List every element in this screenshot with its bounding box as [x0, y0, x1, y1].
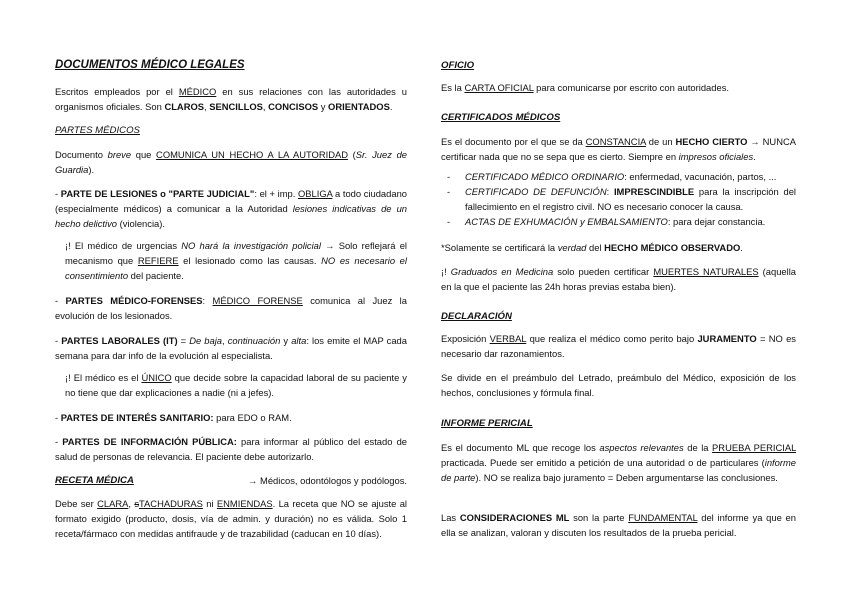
- informe-paragraph-1: Es el documento ML que recoge los aspectos relevantes de la PRUEBA PERICIAL practicada. Puede ser emitido a petición de una autoridad o de particulares (informe de parte). NO se realiza bajo juramento = Deben argumentarse las conclusiones.: [441, 442, 796, 483]
- partes-laborales-item: - PARTES LABORALES (IT) = De baja, continuación y alta: los emite el MAP cada semana para dar info de la evolución al especialista.: [55, 335, 407, 361]
- section-heading-declaracion: DECLARACIÓN: [441, 311, 512, 322]
- informe-paragraph-2: Las CONSIDERACIONES ML son la parte FUNDAMENTAL del informe ya que en ella se analizan, valoran y discuten los resultados de la prueba pericial.: [441, 512, 796, 538]
- declaracion-paragraph-1: Exposición VERBAL que realiza el médico como perito bajo JURAMENTO = NO es necesario dar razonamientos.: [441, 333, 796, 359]
- list-item: - CERTIFICADO MÉDICO ORDINARIO: enfermedad, vacunación, partos, ...: [441, 169, 796, 184]
- certificados-definition: Es el documento por el que se da CONSTANCIA de un HECHO CIERTO → NUNCA certificar nada que no se sepa que es cierto. Siempre en impresos oficiales.: [441, 136, 796, 162]
- partes-definition: Documento breve que COMUNICA UN HECHO A LA AUTORIDAD (Sr. Juez de Guardia).: [55, 149, 407, 175]
- parte-lesiones-item: - PARTE DE LESIONES o "PARTE JUDICIAL": el + imp. OBLIGA a todo ciudadano (especialmente médicos) a comunicar a la Autoridad lesiones indicativas de un hecho delictivo (violencia).: [55, 188, 408, 229]
- lesiones-note: ¡! El médico de urgencias NO hará la investigación policial → Solo reflejará el mecanismo que REFIERE el lesionado como las causas. NO es necesario el consentimiento del paciente.: [65, 240, 407, 281]
- oficio-definition: Es la CARTA OFICIAL para comunicarse por escrito con autoridades.: [441, 82, 729, 93]
- receta-prescribers: → Médicos, odontólogos y podólogos.: [248, 475, 407, 486]
- section-heading-partes: PARTES MÉDICOS: [55, 125, 140, 136]
- section-heading-oficio: OFICIO: [441, 60, 475, 71]
- section-heading-informe: INFORME PERICIAL: [441, 418, 533, 429]
- certificados-graduados-note: ¡! Graduados en Medicina solo pueden certificar MUERTES NATURALES (aquella en la que el paciente las 24h horas previas estaba bien).: [441, 266, 796, 292]
- section-heading-certificados: CERTIFICADOS MÉDICOS: [441, 112, 561, 123]
- section-heading-receta: RECETA MÉDICA: [55, 475, 134, 486]
- certificados-list: [441, 169, 796, 229]
- certificados-solo-note: *Solamente se certificará la verdad del HECHO MÉDICO OBSERVADO.: [441, 242, 743, 253]
- receta-body: Debe ser CLARA, sTACHADURAS ni ENMIENDAS. La receta que NO se ajuste al formato exigido (producto, dosis, vía de admin. y duración) no es válida. Solo 1 receta/fármaco con medidas antifraude y de trazabilidad (caducan en 10 días).: [55, 498, 407, 539]
- list-item: - CERTIFICADO DE DEFUNCIÓN: IMPRESCINDIBLE para la inscripción del fallecimiento en el registro civil. NO es necesario conocer la causa.: [441, 184, 796, 214]
- receta-heading-row: [55, 473, 407, 488]
- declaracion-paragraph-2: Se divide en el preámbulo del Letrado, preámbulo del Médico, exposición de los hechos, conclusiones y fórmula final.: [441, 372, 796, 398]
- list-item: - ACTAS DE EXHUMACIÓN y EMBALSAMIENTO: para dejar constancia.: [441, 214, 796, 229]
- page-title: DOCUMENTOS MÉDICO LEGALES: [55, 59, 245, 71]
- intro-paragraph: Escritos empleados por el MÉDICO en sus relaciones con las autoridades u organismos oficiales. Son CLAROS, SENCILLOS, CONCISOS y ORIENTADOS.: [55, 86, 407, 112]
- partes-publica-item: - PARTES DE INFORMACIÓN PÚBLICA: para informar al público del estado de salud de personas de relevancia. El paciente debe autorizarlo.: [55, 436, 407, 462]
- partes-forenses-item: - PARTES MÉDICO-FORENSES: MÉDICO FORENSE comunica al Juez la evolución de los lesionados.: [55, 295, 407, 321]
- partes-sanitario-item: - PARTES DE INTERÉS SANITARIO: para EDO o RAM.: [55, 412, 292, 423]
- laborales-note: ¡! El médico es el ÚNICO que decide sobre la capacidad laboral de su paciente y no tiene que dar explicaciones a nadie (ni a jefes).: [65, 372, 407, 398]
